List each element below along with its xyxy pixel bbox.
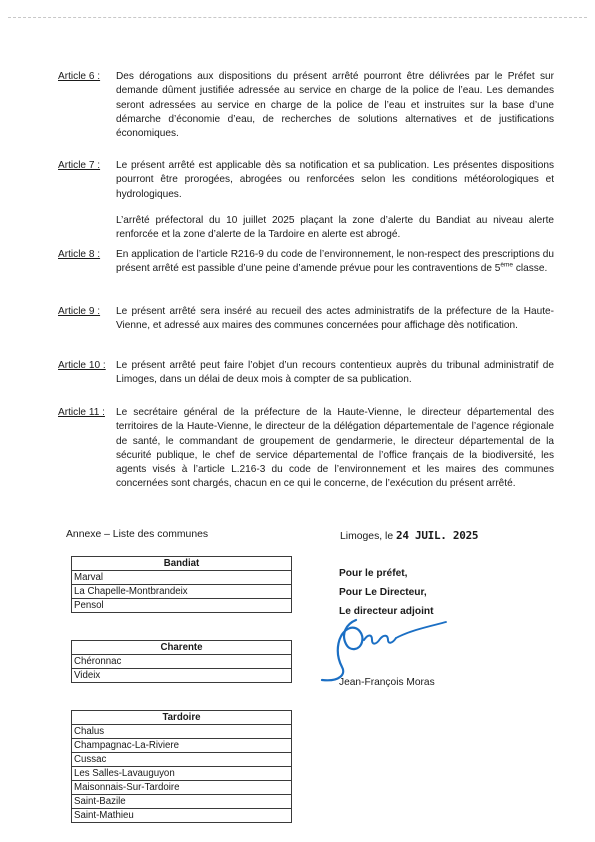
article-7 (58, 159, 554, 247)
ordinal-suffix: ème (500, 261, 514, 269)
table-row: Saint-Mathieu (72, 809, 292, 823)
article-label: Article 11 : (58, 407, 105, 418)
table-row: Saint-Bazile (72, 795, 292, 809)
article-label: Article 6 : (58, 71, 101, 82)
table-header: Bandiat (72, 557, 292, 571)
article-text: Le présent arrêté sera inséré au recueil des actes administratifs de la préfecture de la Haute-Vienne, et adressé aux maires des communes concernées pour affichage dès notification. (116, 306, 554, 332)
article-8 (58, 248, 554, 282)
signature-place: Limoges, le (340, 531, 394, 542)
article-11 (58, 406, 554, 497)
signature-date (340, 529, 478, 542)
signature-line-3: Le directeur adjoint (339, 606, 434, 617)
article-6 (58, 70, 554, 146)
table-row: La Chapelle-Montbrandeix (72, 585, 292, 599)
signatory-name: Jean-François Moras (339, 677, 435, 688)
article-label: Article 7 : (58, 160, 101, 171)
table-header: Charente (72, 641, 292, 655)
article-label: Article 8 : (58, 249, 101, 260)
handwritten-signature-icon (316, 612, 456, 687)
top-divider (8, 17, 587, 18)
signature-line-1: Pour le préfet, (339, 568, 408, 579)
article-text: En application de l’article R216-9 du code de l’environnement, le non-respect des prescriptions du présent arrêté est passible d’une peine d’amende prévue pour les contraventions de 5ème classe. (116, 249, 554, 275)
date-stamp: 24 JUIL. 2025 (396, 529, 479, 542)
article-text: Des dérogations aux dispositions du présent arrêté pourront être délivrées par le Préfet sur demande dûment justifiée adressée au service en charge de la police de l’eau. Les demandes seront adressées au service en charge de la police de l’eau et instruites sur la base d’une démarche d’économie d’eau, de recherches de solutions alternatives et de justifications économiques. (116, 71, 554, 140)
article-label: Article 10 : (58, 360, 106, 371)
article-text: Le secrétaire général de la préfecture de la Haute-Vienne, le directeur départemental des territoires de la Haute-Vienne, le directeur de la délégation départementale de l’agence régionale de santé, le commandant de groupement de gendarmerie, le directeur départemental de la sécurité publique, le chef de service départemental de l’office français de la biodiversité, les agents visés à l’article L.216-3 du code de l’environnement et les maires des communes concernées sont chargés, chacun en ce qui le concerne, de l’exécution du présent arrêté. (116, 407, 554, 490)
commune-table-charente (71, 640, 292, 683)
table-row: Cussac (72, 753, 292, 767)
article-text: Le présent arrêté peut faire l’objet d’un recours contentieux auprès du tribunal administratif de Limoges, dans un délai de deux mois à compter de sa publication. (116, 360, 554, 386)
table-row: Pensol (72, 599, 292, 613)
table-row: Champagnac-La-Riviere (72, 739, 292, 753)
article-label: Article 9 : (58, 306, 101, 317)
commune-table-bandiat (71, 556, 292, 613)
table-row: Les Salles-Lavauguyon (72, 767, 292, 781)
commune-table-tardoire (71, 710, 292, 823)
annex-title: Annexe – Liste des communes (66, 529, 209, 540)
table-row: Chéronnac (72, 655, 292, 669)
article-9 (58, 305, 554, 339)
signature-line-2: Pour Le Directeur, (339, 587, 427, 598)
article-10 (58, 359, 554, 393)
table-row: Videix (72, 669, 292, 683)
article-text: Le présent arrêté est applicable dès sa notification et sa publication. Les présentes dispositions pourront être prorogées, abrogées ou renforcées selon les conditions météorologiques et hydrologiques. (116, 160, 554, 200)
table-row: Maisonnais-Sur-Tardoire (72, 781, 292, 795)
article-text: L’arrêté préfectoral du 10 juillet 2025 plaçant la zone d’alerte du Bandiat au niveau alerte renforcée et la zone d’alerte de la Tardoire en alerte est abrogé. (116, 214, 554, 241)
table-row: Chalus (72, 725, 292, 739)
table-header: Tardoire (72, 711, 292, 725)
table-row: Marval (72, 571, 292, 585)
